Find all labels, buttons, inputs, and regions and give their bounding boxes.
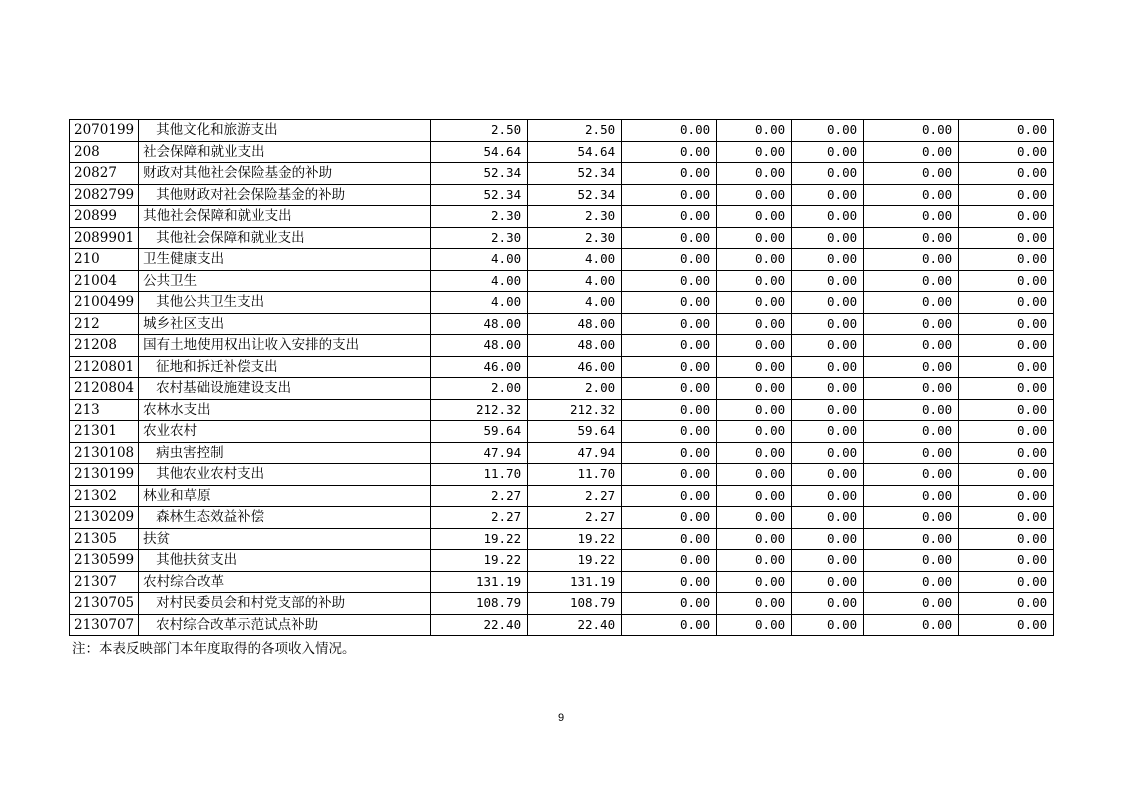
amount-cell: 0.00 [717,442,792,464]
amount-cell: 108.79 [528,593,622,615]
amount-cell: 0.00 [864,614,959,636]
amount-cell: 0.00 [792,485,864,507]
amount-cell: 0.00 [864,120,959,142]
amount-cell: 0.00 [792,528,864,550]
amount-cell: 0.00 [622,335,717,357]
amount-cell: 4.00 [528,249,622,271]
amount-cell: 0.00 [717,507,792,529]
subject-name-cell: 其他农业农村支出 [139,464,431,486]
amount-cell: 0.00 [792,464,864,486]
table-row [70,507,1054,529]
amount-cell: 52.34 [528,163,622,185]
amount-cell: 48.00 [431,335,528,357]
subject-name-cell: 对村民委员会和村党支部的补助 [139,593,431,615]
subject-code-cell: 2130599 [70,550,139,572]
amount-cell: 0.00 [959,313,1054,335]
amount-cell: 0.00 [864,356,959,378]
subject-code-cell: 21208 [70,335,139,357]
amount-cell: 2.27 [528,507,622,529]
amount-cell: 0.00 [792,227,864,249]
subject-code-cell: 212 [70,313,139,335]
amount-cell: 2.30 [528,206,622,228]
subject-code-cell: 210 [70,249,139,271]
amount-cell: 0.00 [622,571,717,593]
amount-cell: 0.00 [622,184,717,206]
amount-cell: 0.00 [717,421,792,443]
table-row [70,464,1054,486]
amount-cell: 0.00 [792,206,864,228]
table-row [70,313,1054,335]
table-footnote: 注：本表反映部门本年度取得的各项收入情况。 [72,641,356,657]
subject-name-cell: 其他社会保障和就业支出 [139,227,431,249]
amount-cell: 0.00 [959,270,1054,292]
table-body [70,120,1054,636]
amount-cell: 2.27 [528,485,622,507]
amount-cell: 0.00 [792,270,864,292]
amount-cell: 11.70 [431,464,528,486]
amount-cell: 0.00 [864,141,959,163]
amount-cell: 0.00 [622,206,717,228]
amount-cell: 0.00 [717,206,792,228]
amount-cell: 0.00 [959,227,1054,249]
income-table [69,119,1054,636]
amount-cell: 19.22 [528,528,622,550]
amount-cell: 54.64 [431,141,528,163]
amount-cell: 0.00 [717,399,792,421]
amount-cell: 0.00 [792,292,864,314]
amount-cell: 0.00 [792,141,864,163]
amount-cell: 2.30 [528,227,622,249]
amount-cell: 0.00 [864,421,959,443]
amount-cell: 0.00 [622,270,717,292]
amount-cell: 0.00 [622,249,717,271]
amount-cell: 4.00 [431,292,528,314]
amount-cell: 0.00 [622,614,717,636]
amount-cell: 0.00 [622,528,717,550]
amount-cell: 0.00 [864,399,959,421]
table-row [70,141,1054,163]
subject-code-cell: 2130705 [70,593,139,615]
amount-cell: 0.00 [959,571,1054,593]
amount-cell: 19.22 [431,528,528,550]
amount-cell: 0.00 [959,421,1054,443]
subject-name-cell: 社会保障和就业支出 [139,141,431,163]
amount-cell: 52.34 [528,184,622,206]
amount-cell: 0.00 [864,313,959,335]
amount-cell: 0.00 [864,485,959,507]
subject-name-cell: 扶贫 [139,528,431,550]
subject-name-cell: 病虫害控制 [139,442,431,464]
subject-code-cell: 2130707 [70,614,139,636]
subject-code-cell: 21004 [70,270,139,292]
amount-cell: 0.00 [959,141,1054,163]
amount-cell: 0.00 [864,593,959,615]
table-row [70,614,1054,636]
amount-cell: 48.00 [528,313,622,335]
table-row [70,249,1054,271]
amount-cell: 48.00 [528,335,622,357]
amount-cell: 0.00 [717,292,792,314]
amount-cell: 48.00 [431,313,528,335]
amount-cell: 47.94 [431,442,528,464]
subject-name-cell: 公共卫生 [139,270,431,292]
table-row [70,571,1054,593]
amount-cell: 0.00 [717,249,792,271]
amount-cell: 0.00 [864,270,959,292]
amount-cell: 0.00 [792,399,864,421]
amount-cell: 0.00 [959,614,1054,636]
amount-cell: 0.00 [792,184,864,206]
amount-cell: 0.00 [717,356,792,378]
amount-cell: 4.00 [528,270,622,292]
subject-code-cell: 2082799 [70,184,139,206]
amount-cell: 0.00 [792,335,864,357]
amount-cell: 0.00 [959,184,1054,206]
amount-cell: 0.00 [959,292,1054,314]
subject-name-cell: 其他公共卫生支出 [139,292,431,314]
amount-cell: 0.00 [959,528,1054,550]
table-row [70,593,1054,615]
amount-cell: 0.00 [864,227,959,249]
table-row [70,550,1054,572]
amount-cell: 0.00 [622,141,717,163]
subject-code-cell: 213 [70,399,139,421]
amount-cell: 0.00 [622,313,717,335]
amount-cell: 0.00 [864,206,959,228]
subject-code-cell: 2130209 [70,507,139,529]
amount-cell: 4.00 [431,249,528,271]
amount-cell: 0.00 [622,356,717,378]
amount-cell: 46.00 [431,356,528,378]
amount-cell: 0.00 [959,464,1054,486]
amount-cell: 0.00 [622,442,717,464]
amount-cell: 0.00 [959,356,1054,378]
subject-name-cell: 农村综合改革 [139,571,431,593]
amount-cell: 2.30 [431,227,528,249]
subject-code-cell: 2070199 [70,120,139,142]
amount-cell: 0.00 [717,550,792,572]
amount-cell: 2.27 [431,507,528,529]
amount-cell: 0.00 [959,550,1054,572]
amount-cell: 0.00 [792,614,864,636]
amount-cell: 0.00 [792,421,864,443]
amount-cell: 19.22 [431,550,528,572]
amount-cell: 0.00 [959,399,1054,421]
amount-cell: 131.19 [431,571,528,593]
amount-cell: 46.00 [528,356,622,378]
amount-cell: 0.00 [622,292,717,314]
amount-cell: 0.00 [792,507,864,529]
table-row [70,485,1054,507]
table-row [70,184,1054,206]
amount-cell: 0.00 [622,593,717,615]
amount-cell: 54.64 [528,141,622,163]
amount-cell: 0.00 [959,442,1054,464]
subject-code-cell: 2100499 [70,292,139,314]
amount-cell: 0.00 [959,593,1054,615]
amount-cell: 0.00 [717,571,792,593]
amount-cell: 47.94 [528,442,622,464]
subject-name-cell: 其他财政对社会保险基金的补助 [139,184,431,206]
amount-cell: 0.00 [717,141,792,163]
amount-cell: 0.00 [959,335,1054,357]
subject-code-cell: 2130108 [70,442,139,464]
table-row [70,270,1054,292]
amount-cell: 0.00 [717,528,792,550]
subject-name-cell: 农林水支出 [139,399,431,421]
amount-cell: 0.00 [792,571,864,593]
amount-cell: 52.34 [431,163,528,185]
amount-cell: 0.00 [717,593,792,615]
table-row [70,378,1054,400]
amount-cell: 0.00 [622,120,717,142]
amount-cell: 22.40 [528,614,622,636]
amount-cell: 2.50 [431,120,528,142]
amount-cell: 0.00 [622,421,717,443]
amount-cell: 0.00 [622,163,717,185]
amount-cell: 0.00 [864,335,959,357]
amount-cell: 19.22 [528,550,622,572]
subject-name-cell: 农村基础设施建设支出 [139,378,431,400]
subject-code-cell: 2089901 [70,227,139,249]
subject-name-cell: 农业农村 [139,421,431,443]
subject-code-cell: 2130199 [70,464,139,486]
subject-name-cell: 其他扶贫支出 [139,550,431,572]
amount-cell: 11.70 [528,464,622,486]
amount-cell: 0.00 [864,464,959,486]
amount-cell: 22.40 [431,614,528,636]
amount-cell: 0.00 [864,550,959,572]
subject-name-cell: 林业和草原 [139,485,431,507]
subject-name-cell: 城乡社区支出 [139,313,431,335]
amount-cell: 0.00 [792,442,864,464]
amount-cell: 0.00 [717,485,792,507]
subject-name-cell: 国有土地使用权出让收入安排的支出 [139,335,431,357]
subject-name-cell: 征地和拆迁补偿支出 [139,356,431,378]
amount-cell: 0.00 [622,550,717,572]
page-number: 9 [557,712,565,724]
amount-cell: 0.00 [864,184,959,206]
amount-cell: 2.50 [528,120,622,142]
table-row [70,442,1054,464]
amount-cell: 0.00 [864,249,959,271]
table-row [70,399,1054,421]
amount-cell: 108.79 [431,593,528,615]
amount-cell: 0.00 [864,378,959,400]
amount-cell: 2.00 [528,378,622,400]
amount-cell: 0.00 [959,120,1054,142]
amount-cell: 0.00 [717,270,792,292]
amount-cell: 0.00 [792,378,864,400]
amount-cell: 0.00 [959,485,1054,507]
amount-cell: 0.00 [792,356,864,378]
amount-cell: 0.00 [864,571,959,593]
amount-cell: 0.00 [717,464,792,486]
subject-name-cell: 财政对其他社会保险基金的补助 [139,163,431,185]
amount-cell: 212.32 [431,399,528,421]
amount-cell: 0.00 [959,378,1054,400]
amount-cell: 2.27 [431,485,528,507]
amount-cell: 0.00 [792,550,864,572]
table-row [70,356,1054,378]
amount-cell: 59.64 [431,421,528,443]
amount-cell: 0.00 [622,227,717,249]
amount-cell: 0.00 [622,485,717,507]
amount-cell: 0.00 [792,593,864,615]
amount-cell: 0.00 [622,464,717,486]
amount-cell: 0.00 [622,378,717,400]
subject-name-cell: 森林生态效益补偿 [139,507,431,529]
amount-cell: 0.00 [864,292,959,314]
amount-cell: 0.00 [717,313,792,335]
amount-cell: 4.00 [431,270,528,292]
amount-cell: 2.30 [431,206,528,228]
amount-cell: 0.00 [622,399,717,421]
subject-name-cell: 其他文化和旅游支出 [139,120,431,142]
amount-cell: 0.00 [864,528,959,550]
table-row [70,528,1054,550]
amount-cell: 0.00 [717,227,792,249]
subject-code-cell: 21301 [70,421,139,443]
amount-cell: 2.00 [431,378,528,400]
amount-cell: 59.64 [528,421,622,443]
table-row [70,206,1054,228]
amount-cell: 52.34 [431,184,528,206]
subject-code-cell: 2120804 [70,378,139,400]
table-row [70,292,1054,314]
subject-code-cell: 20827 [70,163,139,185]
amount-cell: 0.00 [717,614,792,636]
amount-cell: 0.00 [792,313,864,335]
subject-code-cell: 2120801 [70,356,139,378]
table-row [70,227,1054,249]
subject-name-cell: 农村综合改革示范试点补助 [139,614,431,636]
table-row [70,163,1054,185]
amount-cell: 0.00 [959,249,1054,271]
amount-cell: 0.00 [959,507,1054,529]
subject-code-cell: 21305 [70,528,139,550]
table-row [70,120,1054,142]
amount-cell: 0.00 [717,120,792,142]
subject-code-cell: 21302 [70,485,139,507]
amount-cell: 0.00 [959,163,1054,185]
subject-code-cell: 208 [70,141,139,163]
amount-cell: 0.00 [864,507,959,529]
amount-cell: 0.00 [622,507,717,529]
amount-cell: 0.00 [792,163,864,185]
amount-cell: 0.00 [959,206,1054,228]
amount-cell: 0.00 [792,120,864,142]
amount-cell: 0.00 [864,442,959,464]
table-row [70,335,1054,357]
amount-cell: 0.00 [864,163,959,185]
amount-cell: 0.00 [717,378,792,400]
amount-cell: 0.00 [717,335,792,357]
amount-cell: 131.19 [528,571,622,593]
amount-cell: 0.00 [717,163,792,185]
amount-cell: 212.32 [528,399,622,421]
amount-cell: 4.00 [528,292,622,314]
subject-code-cell: 20899 [70,206,139,228]
amount-cell: 0.00 [792,249,864,271]
amount-cell: 0.00 [717,184,792,206]
table-row [70,421,1054,443]
subject-name-cell: 其他社会保障和就业支出 [139,206,431,228]
subject-code-cell: 21307 [70,571,139,593]
subject-name-cell: 卫生健康支出 [139,249,431,271]
